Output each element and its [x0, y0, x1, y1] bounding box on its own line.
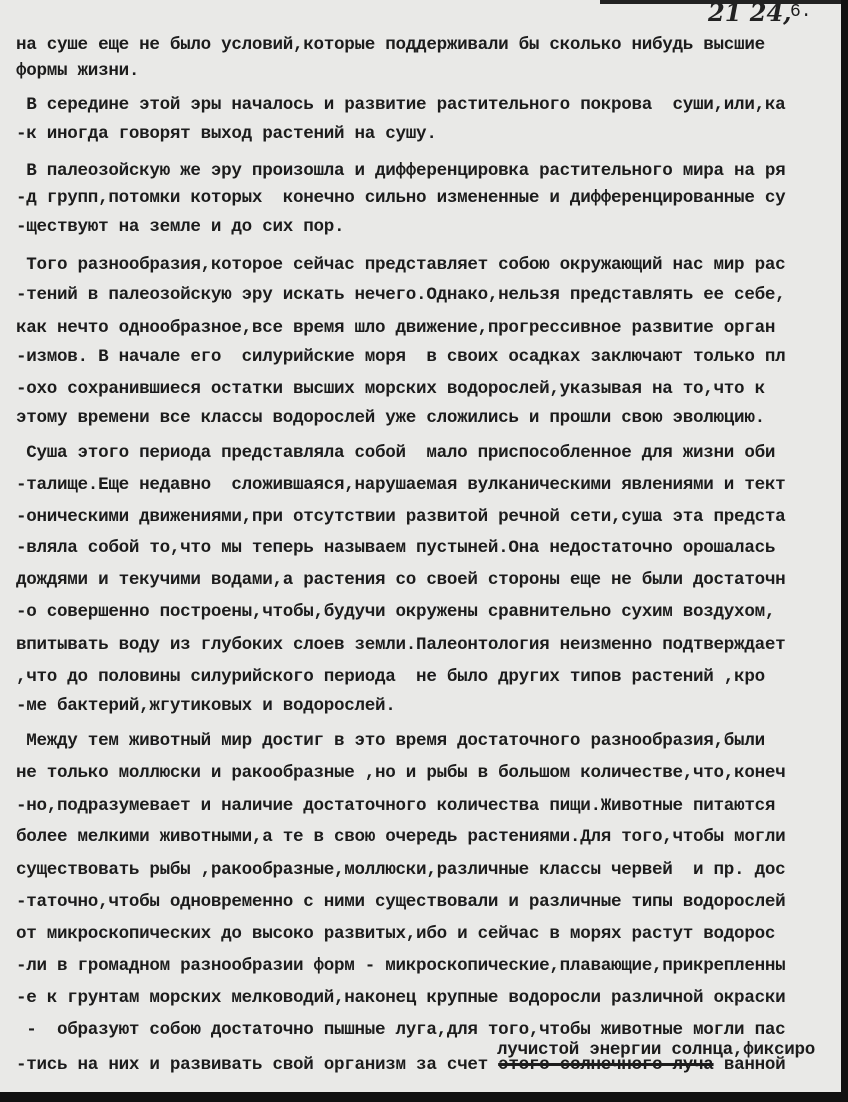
- page-number: 6.: [790, 2, 812, 22]
- text-line: -ли в громадном разнообразии форм - микроскопические,плавающие,прикрепленны: [16, 956, 786, 976]
- text-line: В середине этой эры началось и развитие растительного покрова суши,или,ка: [16, 95, 786, 115]
- text-segment: ванной: [713, 1055, 786, 1075]
- scan-edge-right: [841, 0, 848, 1102]
- text-line: впитывать воду из глубоких слоев земли.Палеонтология неизменно подтверждает: [16, 635, 786, 655]
- struck-out-text: этого солнечного луча: [498, 1055, 714, 1075]
- text-line: Между тем животный мир достиг в это время достаточного разнообразия,были: [16, 731, 765, 751]
- text-line: -д групп,потомки которых конечно сильно измененные и дифференцированные су: [16, 188, 786, 208]
- text-line: -талище.Еще недавно сложившаяся,нарушаемая вулканическими явлениями и тект: [16, 475, 786, 495]
- text-line: -таточно,чтобы одновременно с ними существовали и различные типы водорослей: [16, 892, 786, 912]
- text-line: Того разнообразия,которое сейчас представляет собою окружающий нас мир рас: [16, 255, 786, 275]
- text-line: существовать рыбы ,ракообразные,моллюски,различные классы червей и пр. дос: [16, 860, 786, 880]
- handwritten-insertion-line: лучистой энергии солнца,фиксиро: [497, 1040, 815, 1060]
- text-line: дождями и текучими водами,а растения со своей стороны еще не были достаточн: [16, 570, 786, 590]
- text-line: не только моллюски и ракообразные ,но и рыбы в большом количестве,что,конеч: [16, 763, 786, 783]
- text-line: -оническими движениями,при отсутствии развитой речной сети,суша эта предста: [16, 507, 786, 527]
- text-line: В палеозойскую же эру произошла и дифференцировка растительного мира на ря: [16, 161, 786, 181]
- text-line: -ществуют на земле и до сих пор.: [16, 217, 345, 237]
- text-line: -охо сохранившиеся остатки высших морских водорослей,указывая на то,что к: [16, 379, 765, 399]
- text-line: -вляла собой то,что мы теперь называем пустыней.Она недостаточно орошалась: [16, 538, 776, 558]
- text-line: -к иногда говорят выход растений на сушу.: [16, 124, 437, 144]
- text-line: - образуют собою достаточно пышные луга,для того,чтобы животные могли пас: [16, 1020, 786, 1040]
- text-line: от микроскопических до высоко развитых,ибо и сейчас в морях растут водорос: [16, 924, 776, 944]
- text-line: как нечто однообразное,все время шло движение,прогрессивное развитие орган: [16, 318, 776, 338]
- handwritten-page-number: 21 24,: [708, 0, 792, 27]
- scan-edge-bottom: [0, 1092, 848, 1102]
- text-line: на суше еще не было условий,которые поддерживали бы сколько нибудь высшие: [16, 35, 765, 55]
- text-line: формы жизни.: [16, 61, 140, 81]
- text-line: Суша этого периода представляла собой мало приспособленное для жизни оби: [16, 443, 776, 463]
- text-line: более мелкими животными,а те в свою очередь растениями.Для того,чтобы могли: [16, 827, 786, 847]
- text-line-last: [16, 1055, 785, 1075]
- text-segment: -тись на них и развивать свой организм за счет: [16, 1055, 499, 1075]
- text-line: -но,подразумевает и наличие достаточного количества пищи.Животные питаются: [16, 796, 776, 816]
- text-line: -е к грунтам морских мелководий,наконец крупные водоросли различной окраски: [16, 988, 786, 1008]
- text-line: -тений в палеозойскую эру искать нечего.Однако,нельзя представлять ее себе,: [16, 285, 786, 305]
- text-line: -о совершенно построены,чтобы,будучи окружены сравнительно сухим воздухом,: [16, 602, 776, 622]
- text-line: этому времени все классы водорослей уже сложились и прошли свою эволюцию.: [16, 408, 765, 428]
- text-line: -измов. В начале его силурийские моря в своих осадках заключают только пл: [16, 347, 786, 367]
- text-line: ,что до половины силурийского периода не было других типов растений ,кро: [16, 667, 765, 687]
- text-line: -ме бактерий,жгутиковых и водорослей.: [16, 696, 396, 716]
